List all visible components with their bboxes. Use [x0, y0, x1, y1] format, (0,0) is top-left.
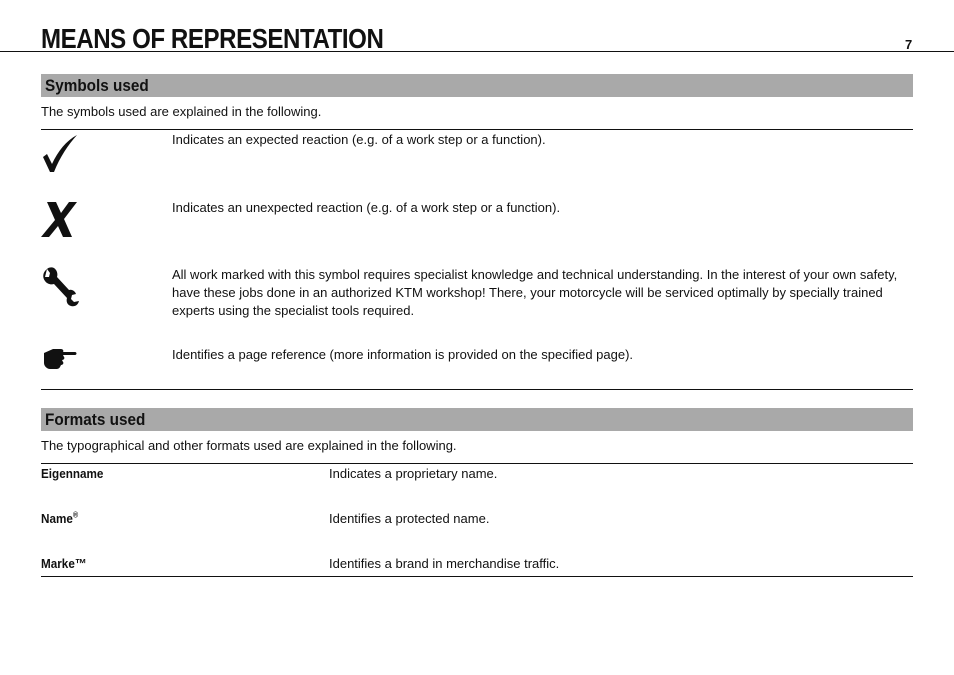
symbols-table-top-rule [41, 129, 913, 130]
page-title: MEANS OF REPRESENTATION [41, 23, 384, 54]
format-description-marke: Identifies a brand in merchandise traffic. [329, 556, 560, 571]
format-description-name: Identifies a protected name. [329, 511, 490, 526]
page-number: 7 [905, 37, 913, 52]
format-term-text: Eigenname [41, 466, 104, 481]
format-term-text: Name [41, 511, 73, 526]
registered-mark: ® [72, 510, 79, 520]
format-term-eigenname [41, 466, 103, 482]
format-term-marke [41, 556, 87, 572]
symbols-section-header [41, 74, 913, 97]
formats-section-title: Formats used [45, 410, 146, 429]
formats-section-header [41, 408, 913, 431]
wrench-icon [41, 266, 81, 308]
symbol-description-cross: Indicates an unexpected reaction (e.g. of a work step or a function). [172, 200, 561, 215]
symbols-intro-text: The symbols used are explained in the following. [41, 104, 322, 119]
cross-mark-icon [41, 199, 81, 241]
symbol-description-check: Indicates an expected reaction (e.g. of a work step or a function). [172, 132, 546, 147]
formats-table-top-rule [41, 463, 913, 464]
format-term-text: Marke™ [41, 556, 87, 571]
symbol-description-page-reference: Identifies a page reference (more information is provided on the specified page). [172, 347, 634, 362]
formats-table-bottom-rule [41, 576, 913, 577]
symbols-table-bottom-rule [41, 389, 913, 390]
page-header [0, 0, 954, 52]
format-description-eigenname: Indicates a proprietary name. [329, 466, 498, 481]
symbols-section-title: Symbols used [45, 76, 149, 95]
format-term-name [41, 511, 78, 527]
check-mark-icon [41, 133, 81, 175]
symbol-description-wrench: All work marked with this symbol requires specialist knowledge and technical understanding. In the interest of your own safety, have these jobs done in an authorized KTM workshop! There, your motorcycle will be serviced optimally by specially trained experts using the specialist tools required. [172, 267, 898, 318]
formats-intro-text: The typographical and other formats used are explained in the following. [41, 438, 457, 453]
pointing-hand-icon [41, 344, 81, 386]
